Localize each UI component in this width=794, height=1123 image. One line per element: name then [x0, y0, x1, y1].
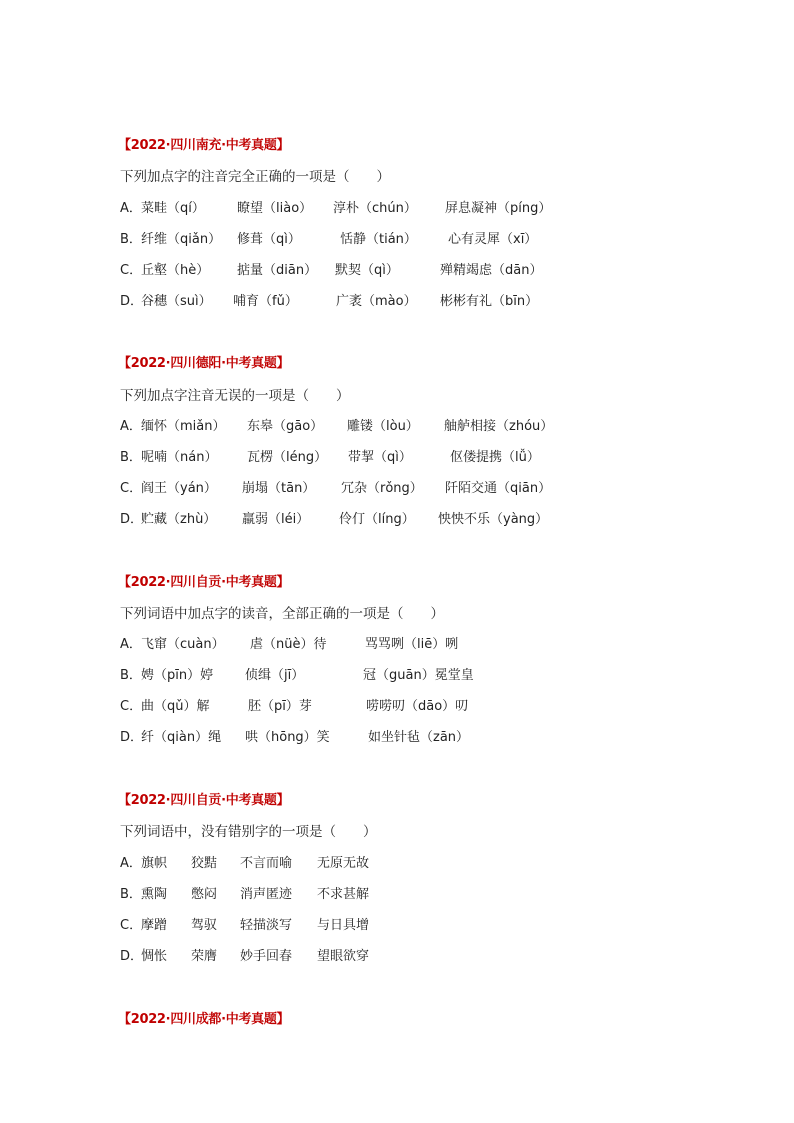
option-letter: D． — [120, 949, 144, 964]
option-word: 虐（nüè）待 — [250, 637, 327, 652]
option-letter: B． — [120, 887, 142, 902]
option-letter: C． — [120, 699, 143, 714]
option-word: 旗帜 — [141, 856, 168, 871]
option-word: 荣膺 — [191, 949, 218, 964]
option-word: 彬彬有礼（bīn） — [440, 294, 539, 309]
option-letter: C． — [120, 481, 143, 496]
option-word: 贮藏（zhù） — [141, 512, 217, 527]
option-word: 瞭望（liào） — [237, 201, 313, 216]
question-stem: 下列加点字的注音完全正确的一项是（ ） — [120, 169, 390, 185]
option-word: 纤（qiàn）绳 — [141, 730, 222, 745]
option-letter: B． — [120, 668, 142, 683]
option-letter: A． — [120, 419, 142, 434]
option-d — [120, 508, 780, 528]
option-letter: B． — [120, 232, 142, 247]
option-word: 飞窜（cuàn） — [141, 637, 225, 652]
option-word: 怏怏不乐（yàng） — [438, 512, 549, 527]
option-word: 阡陌交通（qiān） — [445, 481, 552, 496]
option-word: 默契（qì） — [335, 263, 399, 278]
option-letter: B． — [120, 450, 142, 465]
option-word: 冠（guān）冕堂皇 — [363, 668, 474, 683]
option-word: 东皋（gāo） — [247, 419, 324, 434]
option-word: 哄（hōng）笑 — [245, 730, 330, 745]
option-word: 冗杂（rǒng） — [341, 481, 423, 496]
option-word: 舳舻相接（zhóu） — [444, 419, 554, 434]
option-d — [120, 726, 780, 746]
option-a — [120, 197, 780, 217]
option-word: 骂骂咧（liē）咧 — [365, 637, 459, 652]
option-word: 胚（pī）芽 — [248, 699, 312, 714]
option-letter: A． — [120, 856, 142, 871]
option-word: 熏陶 — [141, 887, 168, 902]
question-source-tag: 【2022·四川德阳·中考真题】 — [118, 356, 290, 371]
option-word: 曲（qǔ）解 — [141, 699, 210, 714]
option-word: 驾驭 — [191, 918, 218, 933]
option-word: 瓦楞（léng） — [247, 450, 328, 465]
option-word: 哺育（fǔ） — [233, 294, 298, 309]
option-word: 丘壑（hè） — [141, 263, 210, 278]
option-word: 掂量（diān） — [237, 263, 318, 278]
option-a — [120, 852, 780, 872]
option-word: 娉（pīn）婷 — [141, 668, 214, 683]
option-b — [120, 446, 780, 466]
question-source-tag: 【2022·四川成都·中考真题】 — [118, 1012, 290, 1027]
option-word: 惆怅 — [141, 949, 168, 964]
option-word: 狡黠 — [191, 856, 218, 871]
question-source-tag: 【2022·四川南充·中考真题】 — [118, 138, 290, 153]
option-word: 轻描淡写 — [240, 918, 293, 933]
option-letter: D． — [120, 294, 144, 309]
option-letter: A． — [120, 637, 142, 652]
option-d — [120, 290, 780, 310]
question-source-tag: 【2022·四川自贡·中考真题】 — [118, 575, 290, 590]
question-stem: 下列词语中，没有错别字的一项是（ ） — [120, 824, 377, 840]
option-word: 修葺（qì） — [237, 232, 301, 247]
option-word: 雕镂（lòu） — [347, 419, 419, 434]
option-a — [120, 633, 780, 653]
question-source-tag: 【2022·四川自贡·中考真题】 — [118, 793, 290, 808]
option-word: 淳朴（chún） — [333, 201, 417, 216]
option-word: 如坐针毡（zān） — [368, 730, 470, 745]
option-word: 摩蹭 — [141, 918, 168, 933]
option-word: 妙手回春 — [240, 949, 293, 964]
option-word: 伛偻提携（lǚ） — [450, 450, 540, 465]
option-word: 殚精竭虑（dān） — [440, 263, 543, 278]
option-letter: A． — [120, 201, 142, 216]
option-word: 消声匿迹 — [240, 887, 293, 902]
option-word: 谷穗（suì） — [141, 294, 212, 309]
option-word: 侦缉（jī） — [245, 668, 305, 683]
option-word: 憋闷 — [191, 887, 218, 902]
option-c — [120, 695, 780, 715]
option-word: 心有灵犀（xī） — [448, 232, 538, 247]
option-a — [120, 415, 780, 435]
option-letter: C． — [120, 918, 143, 933]
option-c — [120, 914, 780, 934]
option-word: 广袤（mào） — [336, 294, 417, 309]
option-word: 望眼欲穿 — [317, 949, 370, 964]
option-b — [120, 664, 780, 684]
option-b — [120, 883, 780, 903]
question-stem: 下列加点字注音无误的一项是（ ） — [120, 388, 350, 404]
option-letter: D． — [120, 512, 144, 527]
option-word: 带挈（qì） — [348, 450, 412, 465]
option-c — [120, 477, 780, 497]
option-word: 呢喃（nán） — [141, 450, 218, 465]
option-word: 纤维（qiǎn） — [141, 232, 222, 247]
option-word: 阎王（yán） — [141, 481, 217, 496]
option-word: 缅怀（miǎn） — [141, 419, 226, 434]
option-b — [120, 228, 780, 248]
option-word: 不求甚解 — [317, 887, 370, 902]
option-d — [120, 945, 780, 965]
option-word: 屏息凝神（píng） — [445, 201, 552, 216]
option-word: 崩塌（tān） — [242, 481, 316, 496]
option-word: 不言而喻 — [240, 856, 293, 871]
option-word: 与日具增 — [317, 918, 370, 933]
option-word: 恬静（tián） — [340, 232, 417, 247]
option-letter: D． — [120, 730, 144, 745]
option-c — [120, 259, 780, 279]
option-letter: C． — [120, 263, 143, 278]
question-stem: 下列词语中加点字的读音，全部正确的一项是（ ） — [120, 606, 444, 622]
option-word: 伶仃（líng） — [339, 512, 415, 527]
option-word: 菜畦（qí） — [141, 201, 205, 216]
option-word: 无原无故 — [317, 856, 370, 871]
option-word: 唠唠叨（dāo）叨 — [366, 699, 469, 714]
option-word: 羸弱（léi） — [242, 512, 310, 527]
